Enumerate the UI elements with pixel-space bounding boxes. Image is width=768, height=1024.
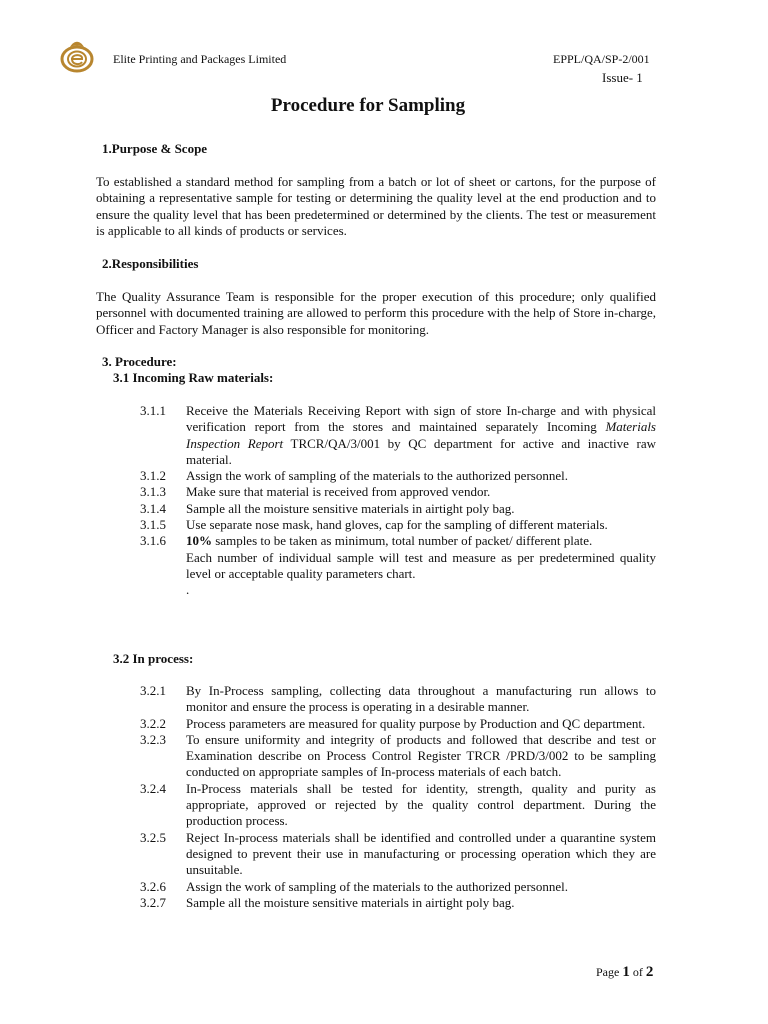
subsection-heading-incoming: 3.1 Incoming Raw materials: xyxy=(113,370,274,385)
item-continuation: Each number of individual sample will test and measure as per predetermined quality level or acceptable quality parameters chart. xyxy=(186,549,656,581)
item-text: In-Process materials shall be tested for identity, strength, quality and purity as appropriate, approved or rejected by the quality control department. During the production process. xyxy=(186,780,656,829)
list-item xyxy=(140,533,656,598)
section-heading-procedure: 3. Procedure: xyxy=(102,354,177,369)
item-text: Process parameters are measured for quality purpose by Production and QC department. xyxy=(186,715,646,731)
list-item xyxy=(140,879,656,895)
item-text: Reject In-process materials shall be identified and controlled under a quarantine system designed to prevent their use in manufacturing or processing operation which they are unsuitable. xyxy=(186,829,656,878)
item-dot: . xyxy=(186,582,190,598)
list-item xyxy=(140,403,656,468)
list-item xyxy=(140,732,656,781)
list-item xyxy=(140,683,656,716)
document-number: EPPL/QA/SP-2/001 xyxy=(553,52,650,66)
item-number: 3.1.1 xyxy=(140,403,166,418)
item-number: 3.1.5 xyxy=(140,517,166,533)
item-number: 3.1.3 xyxy=(140,484,166,500)
list-item xyxy=(140,830,656,879)
list-item xyxy=(140,716,656,732)
item-text: Assign the work of sampling of the materials to the authorized personnel. xyxy=(186,468,568,484)
item-number: 3.1.2 xyxy=(140,468,166,484)
item-number: 3.2.1 xyxy=(140,683,166,698)
item-number: 3.1.6 xyxy=(140,533,166,549)
subsection-heading-in-process: 3.2 In process: xyxy=(113,651,194,666)
item-number: 3.2.7 xyxy=(140,894,166,910)
page-number: Page 1 of 2 xyxy=(596,964,654,980)
item-text: To ensure uniformity and integrity of products and followed that describe and test or Examination describe on Process Control Register TRCR /PRD/3/002 to be sampling conducted on appropriate samples of In-process materials of each batch. xyxy=(186,731,656,780)
item-number: 3.2.6 xyxy=(140,878,166,894)
list-item xyxy=(140,484,656,500)
item-text: Receive the Materials Receiving Report with sign of store In-charge and with physical verification report from the stores and maintained separately Incoming Materials Inspection Report TRCR/QA/3/001 by QC department for active and inactive raw material. xyxy=(186,403,656,467)
item-text: By In-Process sampling, collecting data throughout a manufacturing run allows to monitor and ensure the process is operating in a desirable manner. xyxy=(186,683,656,715)
item-text: Sample all the moisture sensitive materials in airtight poly bag. xyxy=(186,894,515,910)
list-item xyxy=(140,895,656,911)
section-heading-purpose: 1.Purpose & Scope xyxy=(102,141,208,156)
list-item xyxy=(140,517,656,533)
section-heading-responsibilities: 2.Responsibilities xyxy=(102,256,199,271)
item-number: 3.1.4 xyxy=(140,500,166,516)
incoming-materials-list xyxy=(140,403,656,599)
list-item xyxy=(140,781,656,830)
purpose-paragraph: To established a standard method for sampling from a batch or lot of sheet or cartons, for the purpose of obtaining a representative sample for testing or determining the quality level at the end production and to ensure the quality level that has been predetermined or determined by the clients. The test or measurement is applicable to all kinds of products or services. xyxy=(96,174,656,238)
company-logo-icon xyxy=(60,38,94,74)
issue-number: Issue- 1 xyxy=(602,70,643,85)
list-item xyxy=(140,468,656,484)
item-number: 3.2.2 xyxy=(140,715,166,731)
list-item xyxy=(140,501,656,517)
company-name: Elite Printing and Packages Limited xyxy=(113,52,287,66)
responsibilities-paragraph: The Quality Assurance Team is responsible for the proper execution of this procedure; only qualified personnel with documented training are allowed to perform this procedure with the help of Store in-charge, Officer and Factory Manager is also responsible for monitoring. xyxy=(96,289,656,337)
item-text: Sample all the moisture sensitive materials in airtight poly bag. xyxy=(186,500,515,516)
item-number: 3.2.5 xyxy=(140,829,166,845)
page-title: Procedure for Sampling xyxy=(270,95,466,116)
item-number: 3.2.3 xyxy=(140,731,166,747)
item-text: 10% samples to be taken as minimum, total number of packet/ different plate. xyxy=(186,533,593,549)
in-process-list xyxy=(140,683,656,911)
item-text: Use separate nose mask, hand gloves, cap for the sampling of different materials. xyxy=(186,517,608,533)
item-text: Assign the work of sampling of the materials to the authorized personnel. xyxy=(186,878,568,894)
item-text: Make sure that material is received from approved vendor. xyxy=(186,484,491,500)
item-number: 3.2.4 xyxy=(140,780,166,796)
